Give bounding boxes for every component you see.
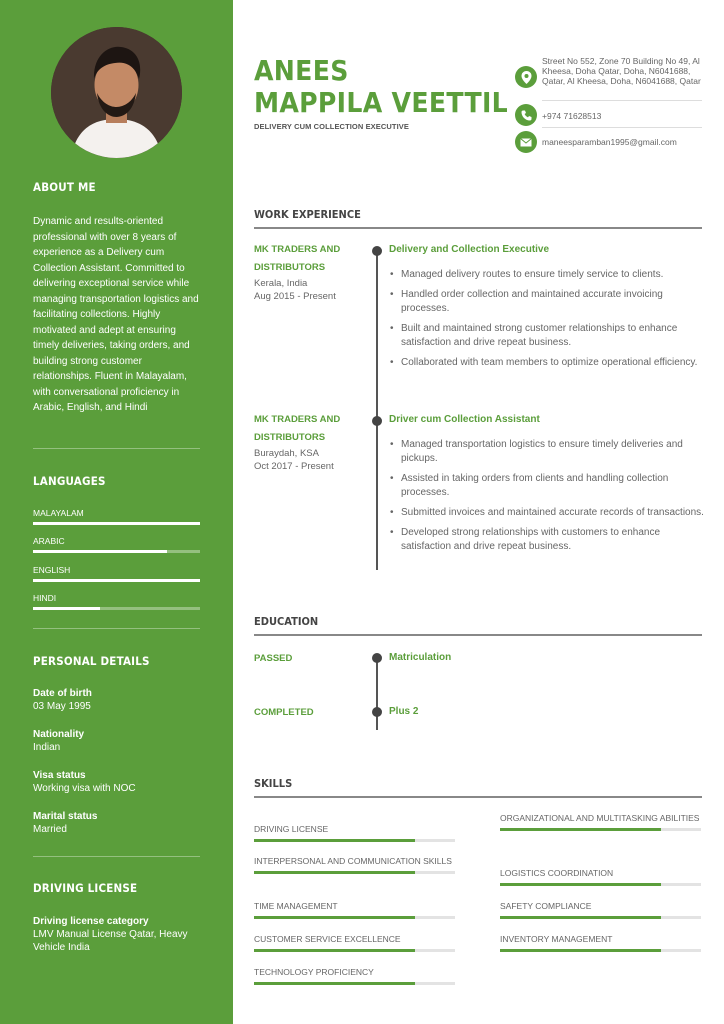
job-location: Kerala, India — [254, 278, 308, 289]
about-heading: ABOUT ME — [33, 180, 96, 194]
language-item — [33, 508, 200, 525]
skill-name: INVENTORY MANAGEMENT — [500, 934, 613, 944]
phone-icon — [515, 104, 537, 126]
personal-label: Marital status — [33, 811, 98, 822]
language-level-bar — [33, 522, 200, 525]
language-level-fill — [33, 522, 200, 525]
profile-photo — [51, 27, 182, 158]
list-item: • Collaborated with team members to optimize operational efficiency. — [389, 356, 704, 370]
skill-level-bar — [254, 982, 455, 985]
skill-item — [500, 901, 701, 919]
license-value: LMV Manual License Qatar, Heavy Vehicle India — [33, 929, 188, 953]
job-title: DELIVERY CUM COLLECTION EXECUTIVE — [254, 122, 409, 131]
skill-level-fill — [254, 839, 415, 842]
list-item: • Assisted in taking orders from clients and handling collection processes. — [389, 472, 704, 500]
language-item — [33, 565, 200, 582]
personal-value: 03 May 1995 — [33, 701, 91, 712]
job-company — [254, 411, 364, 473]
job-bullets — [389, 438, 704, 560]
skill-level-fill — [254, 982, 415, 985]
education-degree: Matriculation — [389, 652, 452, 663]
timeline-line — [376, 658, 378, 730]
personal-value: Indian — [33, 742, 61, 753]
personal-item — [33, 811, 208, 836]
list-item: • Managed transportation logistics to ensure timely deliveries and pickups. — [389, 438, 704, 466]
work-heading: WORK EXPERIENCE — [254, 208, 361, 221]
divider — [33, 448, 200, 449]
language-level-bar — [33, 607, 200, 610]
skill-level-bar — [254, 949, 455, 952]
skill-level-bar — [254, 871, 455, 874]
section-rule — [254, 796, 702, 798]
section-rule — [254, 634, 702, 636]
education-status: COMPLETED — [254, 707, 314, 718]
language-level-bar — [33, 550, 200, 553]
languages-heading: LANGUAGES — [33, 474, 106, 488]
license-label: Driving license category — [33, 916, 149, 927]
skill-level-fill — [254, 916, 415, 919]
personal-value: Working visa with NOC — [33, 783, 136, 794]
skill-name: DRIVING LICENSE — [254, 824, 329, 834]
skill-level-bar — [254, 916, 455, 919]
license-item — [33, 916, 208, 954]
job-dates: Aug 2015 - Present — [254, 291, 336, 302]
language-name: ENGLISH — [33, 565, 71, 575]
personal-label: Date of birth — [33, 688, 92, 699]
last-name: MAPPILA VEETTIL — [254, 86, 509, 119]
personal-item — [33, 770, 208, 795]
personal-item — [33, 688, 208, 713]
timeline-line — [376, 250, 378, 570]
education-heading: EDUCATION — [254, 615, 319, 628]
skills-heading: SKILLS — [254, 777, 293, 790]
skill-level-fill — [500, 916, 661, 919]
divider — [542, 100, 702, 101]
job-role: Delivery and Collection Executive — [389, 244, 550, 255]
skill-level-fill — [500, 883, 661, 886]
language-name: MALAYALAM — [33, 508, 84, 518]
skill-name: TIME MANAGEMENT — [254, 901, 338, 911]
skill-item — [254, 967, 455, 985]
skill-item — [500, 868, 701, 886]
divider — [542, 127, 702, 128]
timeline-dot — [372, 707, 382, 717]
skill-level-bar — [254, 839, 455, 842]
language-name: ARABIC — [33, 536, 65, 546]
contact-address: Street No 552, Zone 70 Building No 49, Al Kheesa, Doha Qatar, Doha, N6041688, Qatar, Al Kheesa, Doha, N6041688, Qatar — [542, 56, 701, 86]
skill-name: LOGISTICS COORDINATION — [500, 868, 614, 878]
job-bullets — [389, 268, 704, 376]
skill-item — [254, 934, 455, 952]
skill-level-fill — [500, 828, 661, 831]
personal-value: Married — [33, 824, 67, 835]
language-level-fill — [33, 550, 167, 553]
language-level-fill — [33, 607, 100, 610]
language-level-bar — [33, 579, 200, 582]
job-company — [254, 241, 364, 303]
language-level-fill — [33, 579, 200, 582]
language-item — [33, 593, 200, 610]
job-dates: Oct 2017 - Present — [254, 461, 334, 472]
job-location: Buraydah, KSA — [254, 448, 319, 459]
skill-level-bar — [500, 883, 701, 886]
language-item — [33, 536, 200, 553]
timeline-dot — [372, 246, 382, 256]
language-name: HINDI — [33, 593, 57, 603]
timeline-dot — [372, 416, 382, 426]
list-item: • Built and maintained strong customer relationships to enhance satisfaction and drive repeat business. — [389, 322, 704, 350]
list-item: • Developed strong relationships with customers to enhance satisfaction and drive repeat business. — [389, 526, 704, 554]
skill-level-fill — [500, 949, 661, 952]
personal-item — [33, 729, 208, 754]
skill-item — [500, 813, 701, 831]
list-item: • Managed delivery routes to ensure timely service to clients. — [389, 268, 704, 282]
license-heading: DRIVING LICENSE — [33, 881, 138, 895]
skill-item — [500, 934, 701, 952]
contact-email[interactable]: maneesparamban1995@gmail.com — [542, 137, 677, 147]
skill-name: CUSTOMER SERVICE EXCELLENCE — [254, 934, 401, 944]
personal-label: Visa status — [33, 770, 86, 781]
sidebar — [0, 0, 233, 1024]
section-rule — [254, 227, 702, 229]
avatar — [51, 27, 182, 158]
mail-icon — [515, 131, 537, 153]
skill-item — [254, 824, 455, 842]
skill-level-bar — [500, 916, 701, 919]
skill-name: SAFETY COMPLIANCE — [500, 901, 592, 911]
skill-name: TECHNOLOGY PROFICIENCY — [254, 967, 374, 977]
skill-level-fill — [254, 949, 415, 952]
skill-name: INTERPERSONAL AND COMMUNICATION SKILLS — [254, 856, 452, 866]
about-text: Dynamic and results-oriented professional with over 8 years of experience as a Delivery cum Collection Assistant. Committed to delivering exceptional service while managing transportation logistics and facilitating collections. Highly motivated and adept at ensuring timely deliveries, taking orders, and building strong customer relationships. Fluent in Malayalam, with conversational proficiency in Arabic, English, and Hindi — [33, 216, 199, 413]
job-role: Driver cum Collection Assistant — [389, 414, 540, 425]
list-item: • Submitted invoices and maintained accurate records of transactions. — [389, 506, 704, 520]
personal-label: Nationality — [33, 729, 85, 740]
contact-phone[interactable]: +974 71628513 — [542, 111, 602, 121]
company-name: MK TRADERS AND DISTRIBUTORS — [254, 414, 341, 443]
location-icon — [515, 66, 537, 88]
skill-item — [254, 901, 455, 919]
skill-level-fill — [254, 871, 415, 874]
skill-level-bar — [500, 828, 701, 831]
divider — [33, 628, 200, 629]
education-degree: Plus 2 — [389, 706, 419, 717]
skill-level-bar — [500, 949, 701, 952]
company-name: MK TRADERS AND DISTRIBUTORS — [254, 244, 341, 273]
personal-heading: PERSONAL DETAILS — [33, 654, 150, 668]
divider — [33, 856, 200, 857]
list-item: • Handled order collection and maintained accurate invoicing processes. — [389, 288, 704, 316]
first-name: ANEES — [254, 54, 349, 87]
skill-item — [254, 856, 455, 874]
timeline-dot — [372, 653, 382, 663]
skill-name: ORGANIZATIONAL AND MULTITASKING ABILITIES — [500, 813, 700, 823]
education-status: PASSED — [254, 653, 293, 664]
